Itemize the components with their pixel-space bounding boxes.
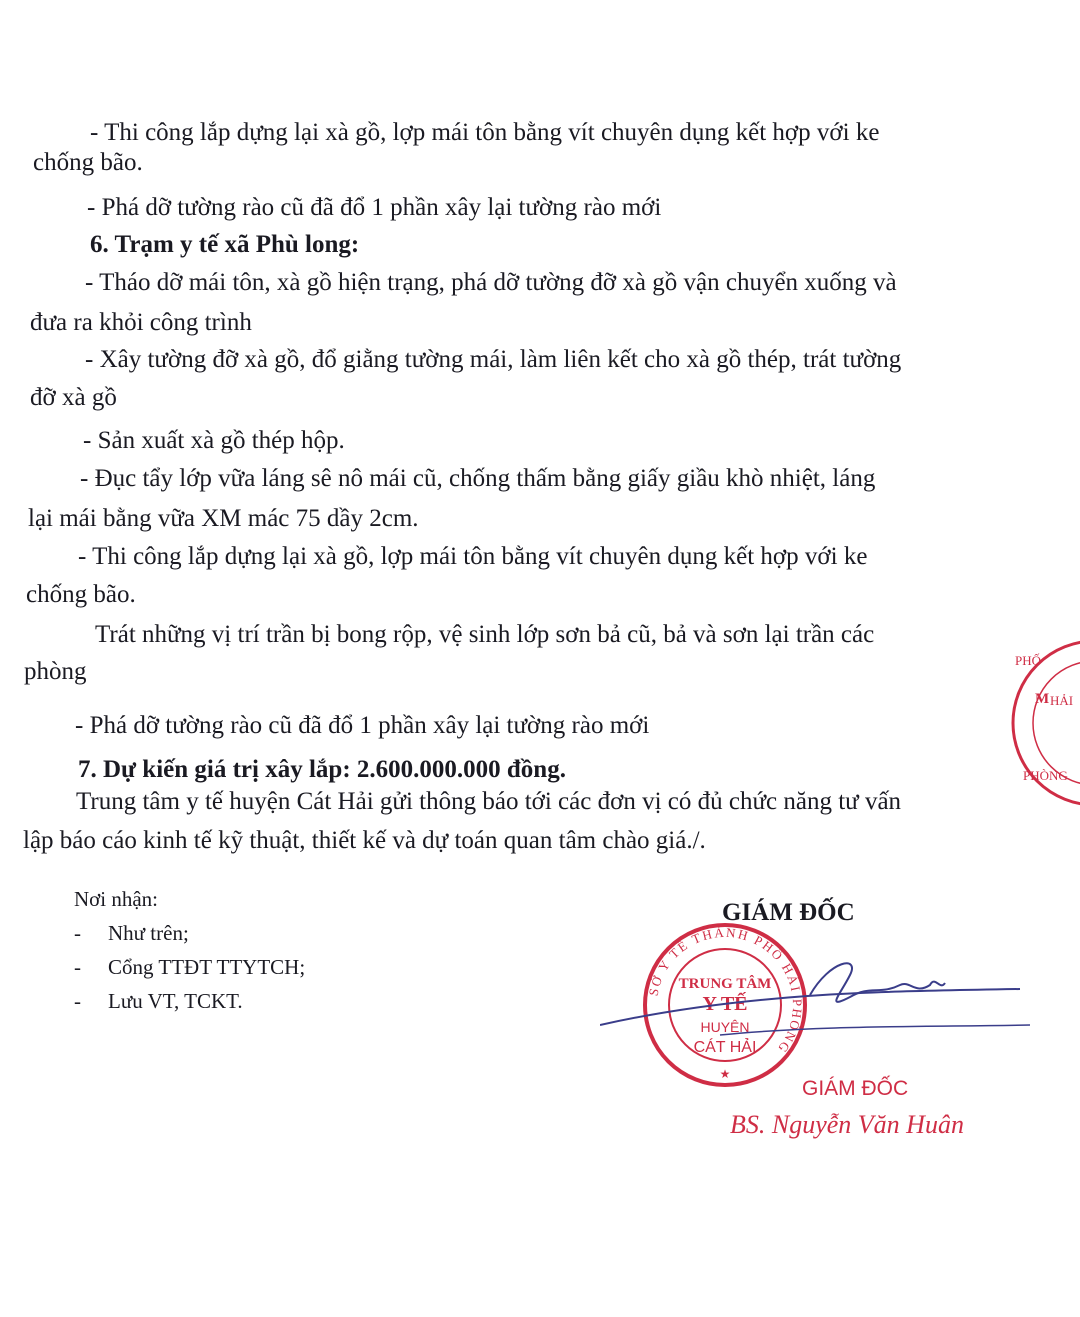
edge-stamp-fragment — [1005, 635, 1080, 810]
body-line: - Đục tẩy lớp vữa láng sê nô mái cũ, chống thấm bằng giấy giầu khò nhiệt, láng — [80, 465, 876, 492]
body-line: - Tháo dỡ mái tôn, xà gồ hiện trạng, phá dỡ tường đỡ xà gồ vận chuyển xuống và — [85, 269, 897, 296]
signer-name: BS. Nguyễn Văn Huân — [730, 1110, 964, 1139]
edge-stamp-text: M — [1035, 691, 1050, 707]
body-line: - Sản xuất xà gồ thép hộp. — [83, 427, 345, 454]
section-heading-7: 7. Dự kiến giá trị xây lắp: 2.600.000.000 đồng. — [78, 756, 566, 783]
body-line: - Phá dỡ tường rào cũ đã đổ 1 phần xây lại tường rào mới — [75, 712, 650, 739]
body-line: lập báo cáo kinh tế kỹ thuật, thiết kế và dự toán quan tâm chào giá./. — [23, 827, 706, 854]
stamp-signature-role: GIÁM ĐỐC — [802, 1077, 909, 1100]
body-line: đưa ra khỏi công trình — [30, 309, 252, 336]
body-line: chống bão. — [26, 581, 136, 608]
recipient-item: Như trên; — [108, 921, 189, 945]
recipient-item: Lưu VT, TCKT. — [108, 989, 243, 1013]
stamp-center-mid: Y TẾ — [702, 993, 748, 1015]
recipient-item: Cổng TTĐT TTYTCH; — [108, 955, 306, 979]
body-line: - Thi công lắp dựng lại xà gồ, lợp mái tôn bằng vít chuyên dụng kết hợp với ke — [90, 119, 880, 146]
recipient-bullet: - — [74, 921, 81, 945]
recipient-bullet: - — [74, 955, 81, 979]
signature-scribble — [600, 955, 1040, 1045]
section-heading-6: 6. Trạm y tế xã Phù long: — [90, 231, 360, 258]
stamp-center-top: TRUNG TÂM — [678, 976, 772, 992]
body-line: Trung tâm y tế huyện Cát Hải gửi thông báo tới các đơn vị có đủ chức năng tư vấn — [76, 788, 902, 815]
body-line: Trát những vị trí trần bị bong rộp, vệ sinh lớp sơn bả cũ, bả và sơn lại trần các — [95, 621, 875, 648]
body-line: lại mái bằng vữa XM mác 75 dầy 2cm. — [28, 505, 419, 532]
recipient-bullet: - — [74, 989, 81, 1013]
body-line: - Phá dỡ tường rào cũ đã đổ 1 phần xây lại tường rào mới — [87, 194, 662, 221]
signature-role: GIÁM ĐỐC — [722, 899, 855, 926]
body-line: đỡ xà gồ — [30, 384, 117, 411]
stamp-ring-text: SỞ Y TẾ THÀNH PHỐ HẢI PHÒNG — [645, 924, 806, 1057]
edge-stamp-text: PHỐ — [1015, 653, 1042, 668]
body-line: chống bão. — [33, 149, 143, 176]
edge-stamp-text: PHÒNG — [1023, 768, 1068, 783]
recipients-title: Nơi nhận: — [74, 887, 159, 911]
body-line: phòng — [24, 658, 87, 685]
stamp-place: CÁT HẢI — [693, 1039, 757, 1056]
stamp-star-icon: ★ — [719, 1067, 731, 1081]
body-line: - Thi công lắp dựng lại xà gồ, lợp mái tôn bằng vít chuyên dụng kết hợp với ke — [78, 543, 868, 570]
stamp-district: HUYỆN — [700, 1019, 750, 1035]
body-line: - Xây tường đỡ xà gồ, đổ giằng tường mái, làm liên kết cho xà gồ thép, trát tường — [85, 346, 902, 373]
edge-stamp-text: HẢI — [1050, 693, 1074, 708]
